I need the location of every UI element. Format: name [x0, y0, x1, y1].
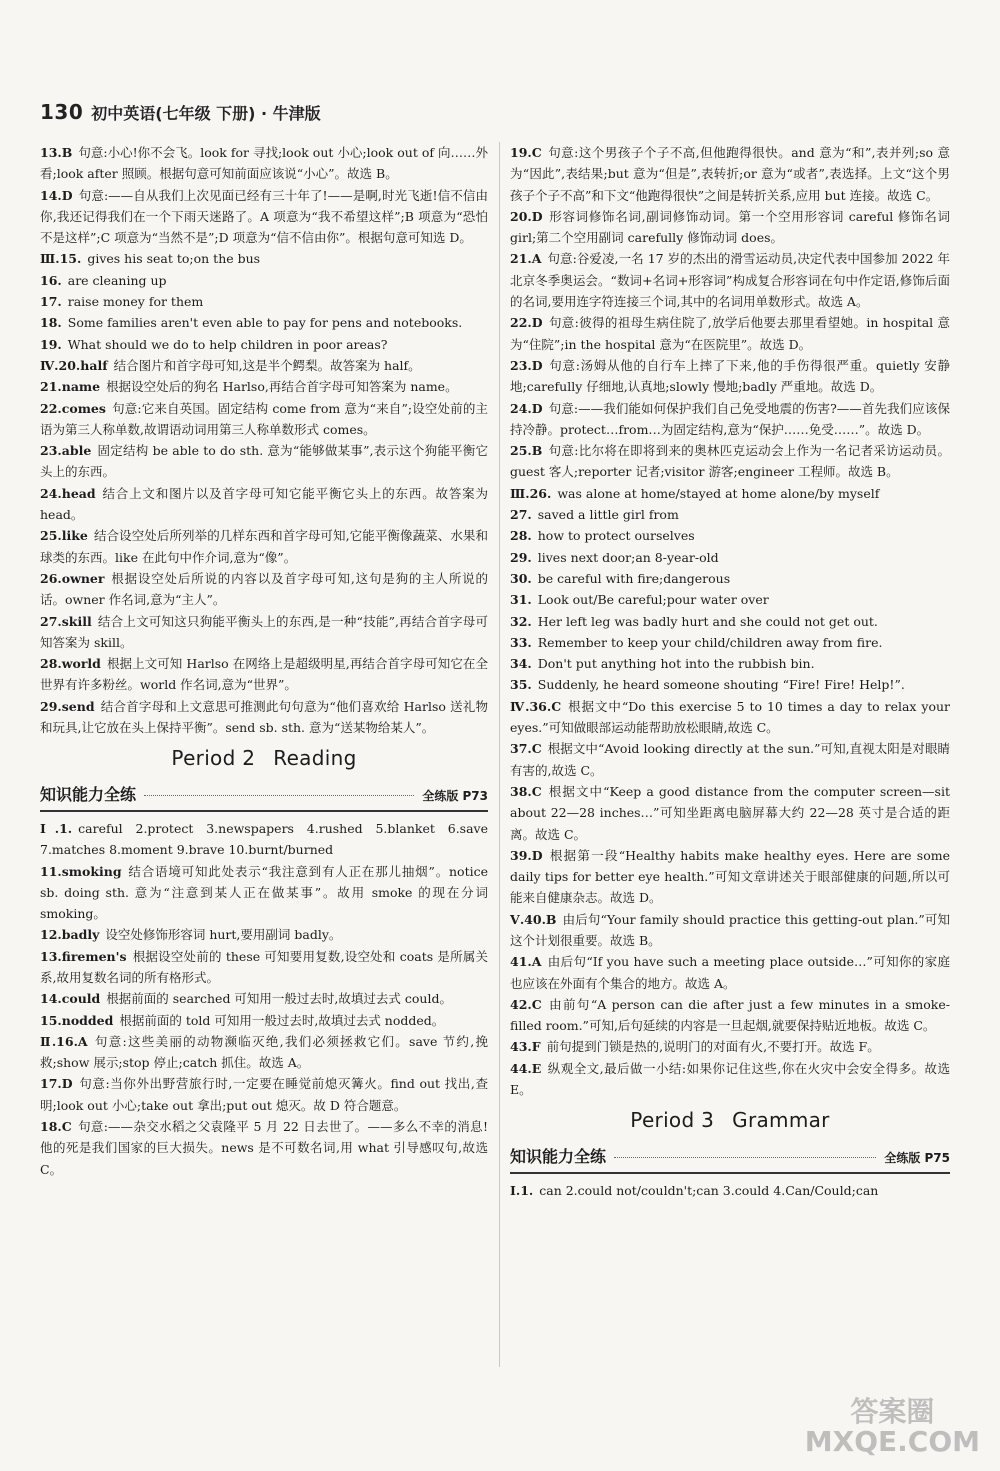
answer-text: 根据第一段“Healthy habits make healthy eyes. Here are some daily tips for better eye health.”可知文章讲述关于眼部健康的问题,所以可能来自健康杂志。故选 D。	[510, 847, 950, 906]
answer-number: 27.skill	[40, 613, 92, 629]
answer-text: 由前句“A person can die after just a few minutes in a smoke-filled room.”可知,后句延续的内容是一旦起烟,就要保持贴近地板。故选 C。	[510, 996, 950, 1034]
answer-entry	[40, 355, 488, 376]
answer-number: 42.C	[510, 996, 542, 1012]
answer-number: 29.send	[40, 698, 95, 714]
column-divider	[499, 142, 500, 1367]
answer-entry	[40, 861, 488, 925]
answer-number: 15.nodded	[40, 1012, 114, 1028]
answer-text: 根据文中“Avoid looking directly at the sun.”可知,直视太阳是对眼睛有害的,故选 C。	[510, 741, 950, 778]
answer-number: Ⅴ.40.B	[510, 911, 557, 927]
left-column	[40, 142, 488, 1180]
answer-entry	[40, 653, 488, 696]
answer-text: 根据前面的 searched 可知用一般过去时,故填过去式 could。	[106, 991, 452, 1007]
answer-text: Look out/Be careful;pour water over	[537, 592, 769, 608]
answer-text: 设空处修饰形容词 hurt,要用副词 badly。	[105, 927, 342, 943]
page-number: 130	[40, 100, 84, 124]
answer-text: Some families aren't even able to pay for pens and notebooks.	[67, 315, 463, 331]
answer-number: 11.smoking	[40, 863, 122, 879]
answer-text: 根据文中“Do this exercise 5 to 10 times a day to relax your eyes.”可知做眼部运动能帮助放松眼睛,故选 C。	[510, 698, 951, 736]
answer-entry	[510, 568, 950, 589]
right-column	[510, 142, 950, 1201]
answer-number: 20.D	[510, 208, 543, 224]
answer-number: 37.C	[510, 741, 542, 757]
period-name: Reading	[273, 746, 357, 771]
answer-number: 26.owner	[40, 570, 105, 586]
answer-number: 30.	[510, 570, 532, 586]
answer-number: 12.badly	[40, 927, 100, 943]
answer-text: 形容词修饰名词,副词修饰动词。第一个空用形容词 careful 修饰名词 girl;第二个空用副词 carefully 修饰动词 does。	[510, 208, 950, 246]
answer-number: 13.firemen's	[40, 948, 127, 964]
answer-text: 句意:汤姆从他的自行车上摔了下来,他的手伤得很严重。quietly 安静地;carefully 仔细地,认真地;slowly 慢地;badly 严重地。故选 D。	[510, 357, 950, 395]
answer-entry	[40, 291, 488, 312]
period-3-heading	[510, 1110, 950, 1131]
answer-number: 27.	[510, 507, 532, 523]
dot-leader	[614, 1157, 876, 1158]
section-ref: 全练版 P73	[422, 788, 488, 803]
answer-entry	[510, 696, 950, 739]
answer-text: 固定结构 be able to do sth. 意为“能够做某事”,表示这个狗能平衡它头上的东西。	[40, 443, 488, 480]
answer-text: gives his seat to;on the bus	[87, 251, 261, 267]
answer-number: 14.could	[40, 991, 101, 1007]
answer-list	[40, 142, 488, 738]
answer-entry	[510, 355, 950, 398]
answer-number: 24.head	[40, 485, 96, 501]
answer-number: Ⅲ.26.	[510, 485, 552, 501]
answer-text: was alone at home/stayed at home alone/by myself	[557, 485, 880, 501]
answer-text: 结合首字母和上文意思可推测此句句意为“他们喜欢给 Harlso 送礼物和玩具,让它放在头上保持平衡”。send sb. sth. 意为“送某物给某人”。	[40, 698, 488, 736]
answer-number: Ⅰ.1.	[510, 1182, 534, 1198]
answer-number: 23.able	[40, 443, 92, 459]
answer-number: 22.comes	[40, 400, 106, 416]
answer-list	[510, 142, 950, 1100]
answer-text: 句意:小心!你不会飞。look for 寻找;look out 小心;look out of 向……外看;look after 照顾。根据句意可知前面应该说“小心”。故选 B。	[40, 145, 488, 182]
answer-entry	[510, 206, 950, 249]
answer-text: 句意:它来自英国。固定结构 come from 意为“来自”;设空处前的主语为第三人称单数,故谓语动词用第三人称单数形式 comes。	[40, 400, 488, 437]
answer-entry	[40, 568, 488, 611]
answer-text: What should we do to help children in poor areas?	[67, 336, 388, 352]
answer-entry	[510, 611, 950, 632]
section-ref: 全练版 P75	[884, 1150, 950, 1165]
answer-entry	[510, 525, 950, 546]
answer-number: 24.D	[510, 400, 543, 416]
answer-text: raise money for them	[67, 294, 204, 310]
answer-entry	[40, 334, 488, 355]
answer-entry	[40, 1010, 488, 1031]
answer-text: 前句提到门锁是热的,说明门的对面有火,不要打开。故选 F。	[546, 1039, 880, 1055]
answer-entry	[510, 312, 950, 355]
answer-text: 句意:谷爱凌,一名 17 岁的杰出的滑雪运动员,决定代表中国参加 2022 年北京冬季奥运会。“数词+名词+形容词”构成复合形容词在句中作定语,修饰后面的名词,要用连字符连接三个词,其中的名词用单数形式。故选 A。	[510, 251, 950, 310]
answer-entry	[40, 1073, 488, 1116]
watermark-line: MXQE.COM	[804, 1425, 980, 1458]
section-title: 知识能力全练	[510, 1146, 607, 1166]
answer-number: 43.F	[510, 1039, 541, 1055]
answer-text: Her left leg was badly hurt and she could not get out.	[537, 613, 878, 629]
answer-text: 结合图片和首字母可知,这是半个鳄梨。故答案为 half。	[113, 357, 421, 373]
answer-text: 句意:这些美丽的动物濒临灭绝,我们必须拯救它们。save 节约,挽救;show 展示;stop 停止;catch 抓住。故选 A。	[40, 1033, 488, 1071]
answer-entry	[40, 440, 488, 483]
answer-entry	[510, 483, 950, 504]
answer-text: 根据前面的 told 可知用一般过去时,故填过去式 nodded。	[119, 1012, 445, 1028]
answer-number: 17.D	[40, 1076, 73, 1092]
answer-number: 38.C	[510, 783, 542, 799]
answer-number: 25.like	[40, 528, 88, 544]
answer-text: Remember to keep your child/children away from fire.	[537, 634, 883, 650]
answer-entry	[510, 951, 950, 994]
answer-number: 29.	[510, 549, 532, 565]
answer-number: Ⅲ.15.	[40, 251, 82, 267]
answer-number: 31.	[510, 592, 532, 608]
answer-list	[40, 818, 488, 1180]
answer-number: 39.D	[510, 847, 543, 863]
watermark-line: 答案圈	[850, 1395, 935, 1428]
answer-number: 18.C	[40, 1119, 72, 1135]
answer-entry	[40, 248, 488, 269]
answer-text: Don't put anything hot into the rubbish bin.	[537, 656, 815, 672]
answer-entry	[40, 185, 488, 249]
answer-text: 句意:这个男孩子个子不高,但他跑得很快。and 意为“和”,表并列;so 意为“因此”,表结果;but 意为“但是”,表转折;or 意为“或者”,表选择。上文“这个男孩子个子不高”和下文“他跑得很快”之间是转折关系,应用 but 连接。故选 C。	[510, 145, 950, 203]
answer-number: 18.	[40, 315, 62, 331]
answer-entry	[40, 988, 488, 1009]
answer-text: saved a little girl from	[537, 507, 679, 523]
answer-text: how to protect ourselves	[537, 528, 695, 544]
answer-entry	[40, 398, 488, 441]
answer-number: 28.	[510, 528, 532, 544]
answer-entry	[510, 909, 950, 952]
answer-text: 结合设空处后所列举的几样东西和首字母可知,它能平衡像蔬菜、水果和球类的东西。like 在此句中作介词,意为“像”。	[40, 528, 488, 565]
answer-text: 根据设空处前的 these 可知要用复数,设空处和 coats 是所属关系,故用复数名词的所有格形式。	[40, 948, 488, 985]
answer-number: Ⅳ.36.C	[510, 698, 562, 714]
answer-text: can 2.could not/couldn't;can 3.could 4.Can/Could;can	[539, 1182, 879, 1198]
answer-entry	[510, 674, 950, 695]
section-title: 知识能力全练	[40, 784, 137, 804]
answer-number: 22.D	[510, 315, 543, 331]
answer-text: are cleaning up	[67, 272, 167, 288]
answer-text: 根据上文可知 Harlso 在网络上是超级明星,再结合首字母可知它在全世界有许多粉丝。world 作名词,意为“世界”。	[40, 656, 488, 693]
answer-entry	[510, 653, 950, 674]
answer-number: 25.B	[510, 443, 543, 459]
answer-text: 结合语境可知此处表示“我注意到有人正在那儿抽烟”。notice sb. doing sth. 意为“注意到某人正在做某事”。故用 smoke 的现在分词 smoking。	[40, 863, 488, 922]
answer-text: 结合上文和图片以及首字母可知它能平衡它头上的东西。故答案为 head。	[40, 485, 488, 523]
answer-entry	[510, 781, 950, 845]
answer-entry	[510, 504, 950, 525]
answer-entry	[510, 845, 950, 909]
answer-text: 句意:——杂交水稻之父袁隆平 5 月 22 日去世了。——多么不幸的消息!他的死是我们国家的巨大损失。news 是不可数名词,用 what 引导感叹句,故选 C。	[40, 1119, 488, 1177]
answer-text: Suddenly, he heard someone shouting “Fire! Fire! Help!”.	[537, 677, 905, 693]
answer-number: Ⅳ.20.half	[40, 357, 108, 373]
page-header	[40, 100, 321, 124]
answer-text: 句意:彼得的祖母生病住院了,放学后他要去那里看望她。in hospital 意为“住院”;in the hospital 意为“在医院里”。故选 D。	[510, 315, 950, 352]
answer-number: 19.	[40, 336, 62, 352]
answer-text: 根据设空处后的狗名 Harlso,再结合首字母可知答案为 name。	[106, 379, 458, 395]
answer-number: 23.D	[510, 357, 543, 373]
answer-entry	[40, 142, 488, 185]
answer-entry	[510, 248, 950, 312]
watermark-logo	[805, 1397, 980, 1457]
answer-text: be careful with fire;dangerous	[537, 570, 731, 586]
answer-number: 14.D	[40, 187, 73, 203]
book-title: 初中英语(七年级 下册) · 牛津版	[91, 103, 321, 123]
answer-text: 由后句“If you have such a meeting place outside…”可知你的家庭也应该在外面有个集合的地方。故选 A。	[510, 954, 950, 991]
answer-number: 35.	[510, 677, 532, 693]
answer-number: 21.name	[40, 379, 101, 395]
answer-text: 由后句“Your family should practice this getting-out plan.”可知这个计划很重要。故选 B。	[510, 911, 950, 948]
answer-entry	[40, 1031, 488, 1074]
answer-entry	[40, 818, 488, 861]
answer-entry	[510, 1036, 950, 1057]
answer-entry	[40, 525, 488, 568]
answer-text: 根据设空处后所说的内容以及首字母可知,这句是狗的主人所说的话。owner 作名词,意为“主人”。	[40, 570, 488, 608]
answer-entry	[510, 440, 950, 483]
period-label: Period 2	[171, 746, 256, 771]
answer-entry	[40, 946, 488, 989]
period-2-heading	[40, 748, 488, 769]
answer-number: 33.	[510, 634, 532, 650]
answer-entry	[510, 1058, 950, 1101]
answer-number: 44.E	[510, 1060, 542, 1076]
answer-text: 根据文中“Keep a good distance from the computer screen—sit about 22—28 inches…”可知坐距离电脑屏幕大约 22—28 英寸是合适的距离。故选 C。	[510, 783, 950, 842]
answer-entry	[40, 611, 488, 654]
answer-entry	[40, 483, 488, 526]
answer-number: 16.	[40, 272, 62, 288]
answer-text: lives next door;an 8-year-old	[537, 549, 719, 565]
answer-entry	[510, 589, 950, 610]
answer-entry	[40, 312, 488, 333]
answer-number: Ⅰ.1.	[40, 820, 73, 836]
period-label: Period 3	[630, 1108, 715, 1133]
answer-entry	[510, 1180, 950, 1201]
answer-entry	[510, 738, 950, 781]
section-bar	[510, 1146, 950, 1174]
answer-number: 17.	[40, 294, 62, 310]
answer-number: 41.A	[510, 954, 542, 970]
answer-number: Ⅱ.16.A	[40, 1033, 88, 1049]
answer-text: 句意:比尔将在即将到来的奥林匹克运动会上作为一名记者采访运动员。guest 客人;reporter 记者;visitor 游客;engineer 工程师。故选 B。	[510, 443, 950, 480]
answer-number: 19.C	[510, 145, 542, 160]
answer-number: 21.A	[510, 251, 542, 267]
answer-entry	[40, 1116, 488, 1180]
answer-entry	[510, 994, 950, 1037]
answer-number: 32.	[510, 613, 532, 629]
answer-text: 句意:当你外出野营旅行时,一定要在睡觉前熄灭篝火。find out 找出,查明;look out 小心;take out 拿出;put out 熄灭。故 D 符合题意。	[40, 1076, 488, 1113]
answer-text: careful 2.protect 3.newspapers 4.rushed 5.blanket 6.save 7.matches 8.moment 9.brave 10.burnt/burned	[40, 820, 489, 858]
answer-text: 纵观全文,最后做一小结:如果你记住这些,你在火灾中会安全得多。故选 E。	[510, 1060, 950, 1098]
answer-entry	[510, 142, 950, 206]
answer-number: 34.	[510, 656, 532, 672]
answer-text: 结合上文可知这只狗能平衡头上的东西,是一种“技能”,再结合首字母可知答案为 skill。	[40, 613, 488, 650]
answer-entry	[40, 696, 488, 739]
answer-entry	[510, 632, 950, 653]
section-bar	[40, 784, 488, 812]
answer-text: 句意:——我们能如何保护我们自己免受地震的伤害?——首先我们应该保持冷静。protect…from…为固定结构,意为“保护……免受……”。故选 D。	[510, 400, 950, 437]
answer-number: 28.world	[40, 656, 101, 672]
answer-text: 句意:——自从我们上次见面已经有三十年了!——是啊,时光飞逝!信不信由你,我还记得我们在一个下雨天迷路了。A 项意为“我不希望这样”;B 项意为“恐怕不是这样”;C 项意为“当然不是”;D 项意为“信不信由你”。根据句意可知选 D。	[40, 187, 488, 246]
answer-entry	[40, 270, 488, 291]
answer-entry	[510, 547, 950, 568]
answer-entry	[40, 376, 488, 397]
dot-leader	[144, 795, 414, 796]
answer-entry	[40, 924, 488, 945]
period-name: Grammar	[732, 1108, 830, 1133]
answer-number: 13.B	[40, 145, 73, 160]
answer-entry	[510, 398, 950, 441]
